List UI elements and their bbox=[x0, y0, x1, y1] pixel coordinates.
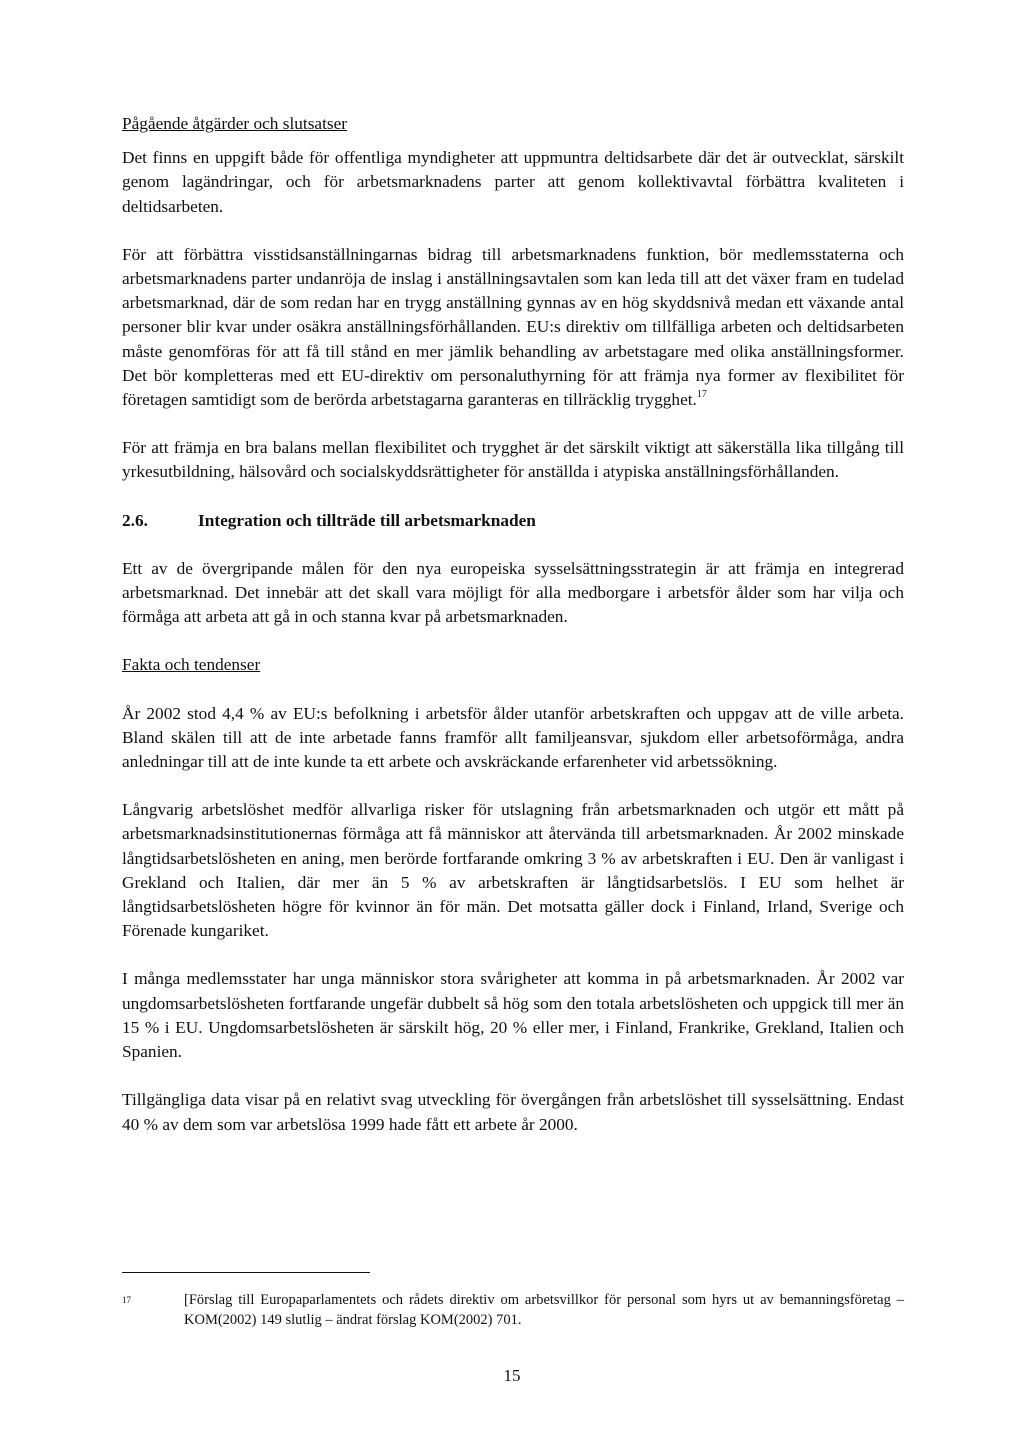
section-heading bbox=[122, 509, 904, 533]
footnote-mark: 17 bbox=[122, 1295, 131, 1305]
section-title: Integration och tillträde till arbetsmarknaden bbox=[198, 510, 536, 530]
paragraph-fixed-term bbox=[122, 243, 904, 412]
facts-trends-heading: Fakta och tendenser bbox=[122, 655, 261, 675]
section-number: 2.6. bbox=[122, 510, 148, 530]
footnote-reference[interactable]: 17 bbox=[696, 389, 707, 401]
footnote-divider bbox=[122, 1272, 370, 1273]
paragraph-flexibility-security: För att främja en bra balans mellan flexibilitet och trygghet är det särskilt viktigt att säkerställa lika tillgång till yrkesutbildning, hälsovård och socialskyddsrättigheter för anställda i atypiska anställningsförhållanden. bbox=[122, 438, 904, 482]
paragraph-inactive-population: År 2002 stod 4,4 % av EU:s befolkning i arbetsför ålder utanför arbetskraften och uppgav att de ville arbeta. Bland skälen till att de inte arbetade fanns framför allt familjeansvar, sjukdom eller arbetsoförmåga, andra anledningar till att de inte kunde ta ett arbete och avskräckande erfarenheter vid arbetssökning. bbox=[122, 703, 904, 772]
paragraph-transition-data: Tillgängliga data visar på en relativt svag utveckling för övergången från arbetslöshet till sysselsättning. Endast 40 % av dem som var arbetslösa 1999 hade fått ett arbete år 2000. bbox=[122, 1090, 904, 1134]
footnote bbox=[122, 1290, 904, 1330]
paragraph-youth-unemployment: I många medlemsstater har unga människor stora svårigheter att komma in på arbetsmarknaden. År 2002 var ungdomsarbetslösheten fortfarande ungefär dubbelt så hög som den totala arbetslösheten och uppgick till mer än 15 % i EU. Ungdomsarbetslösheten är särskilt hög, 20 % eller mer, i Finland, Frankrike, Grekland, Italien och Spanien. bbox=[122, 969, 904, 1062]
ongoing-measures-heading: Pågående åtgärder och slutsatser bbox=[122, 114, 348, 133]
footnote-text: [Förslag till Europaparlamentets och rådets direktiv om arbetsvillkor för personal som hyrs ut av bemanningsföretag – KOM(2002) 149 slutlig – ändrat förslag KOM(2002) 701. bbox=[184, 1292, 904, 1328]
document-body bbox=[122, 112, 904, 1161]
paragraph-fixed-term-text: För att förbättra visstidsanställningarnas bidrag till arbetsmarknadens funktion, bör medlemsstaterna och arbetsmarknadens parter undanröja de inslag i anställningsavtalen som kan leda till att det växer fram en tudelad arbetsmarknad, där de som redan har en trygg anställning gynnas av en hög skyddsnivå medan ett växande antal personer blir kvar under osäkra anställningsförhållanden. EU:s direktiv om tillfälliga arbeten och deltidsarbeten måste genomföras för att få till stånd en mer jämlik behandling av arbetstagare med olika anställningsformer. Det bör kompletteras med ett EU-direktiv om personaluthyrning för att främja nya former av flexibilitet för företagen samtidigt som de berörda arbetstagarna garanteras en tillräcklig trygghet. bbox=[122, 244, 904, 410]
page-number: 15 bbox=[503, 1366, 521, 1385]
paragraph-part-time: Det finns en uppgift både för offentliga myndigheter att uppmuntra deltidsarbete där det är outvecklat, särskilt genom lagändringar, och för arbetsmarknadens parter att genom kollektivavtal förbättra kvaliteten i deltidsarbeten. bbox=[122, 148, 904, 216]
paragraph-long-term-unemployment: Långvarig arbetslöshet medför allvarliga risker för utslagning från arbetsmarknaden och utgör ett mått på arbetsmarknadsinstitutionernas förmåga att få människor att återvända till arbetsmarknaden. År 2002 minskade långtidsarbetslösheten en aning, men berörde fortfarande omkring 3 % av arbetskraften i EU. Den är vanligast i Grekland och Italien, där mer än 5 % av arbetskraften är långtidsarbetslös. I EU som helhet är långtidsarbetslösheten högre för kvinnor än för män. Det motsatta gäller dock i Finland, Irland, Sverige och Förenade kungariket. bbox=[122, 800, 904, 941]
paragraph-integration: Ett av de övergripande målen för den nya europeiska sysselsättningsstrategin är att främja en integrerad arbetsmarknad. Det innebär att det skall vara möjligt för alla medborgare i arbetsför ålder som har vilja och förmåga att arbeta att gå in och stanna kvar på arbetsmarknaden. bbox=[122, 558, 904, 627]
